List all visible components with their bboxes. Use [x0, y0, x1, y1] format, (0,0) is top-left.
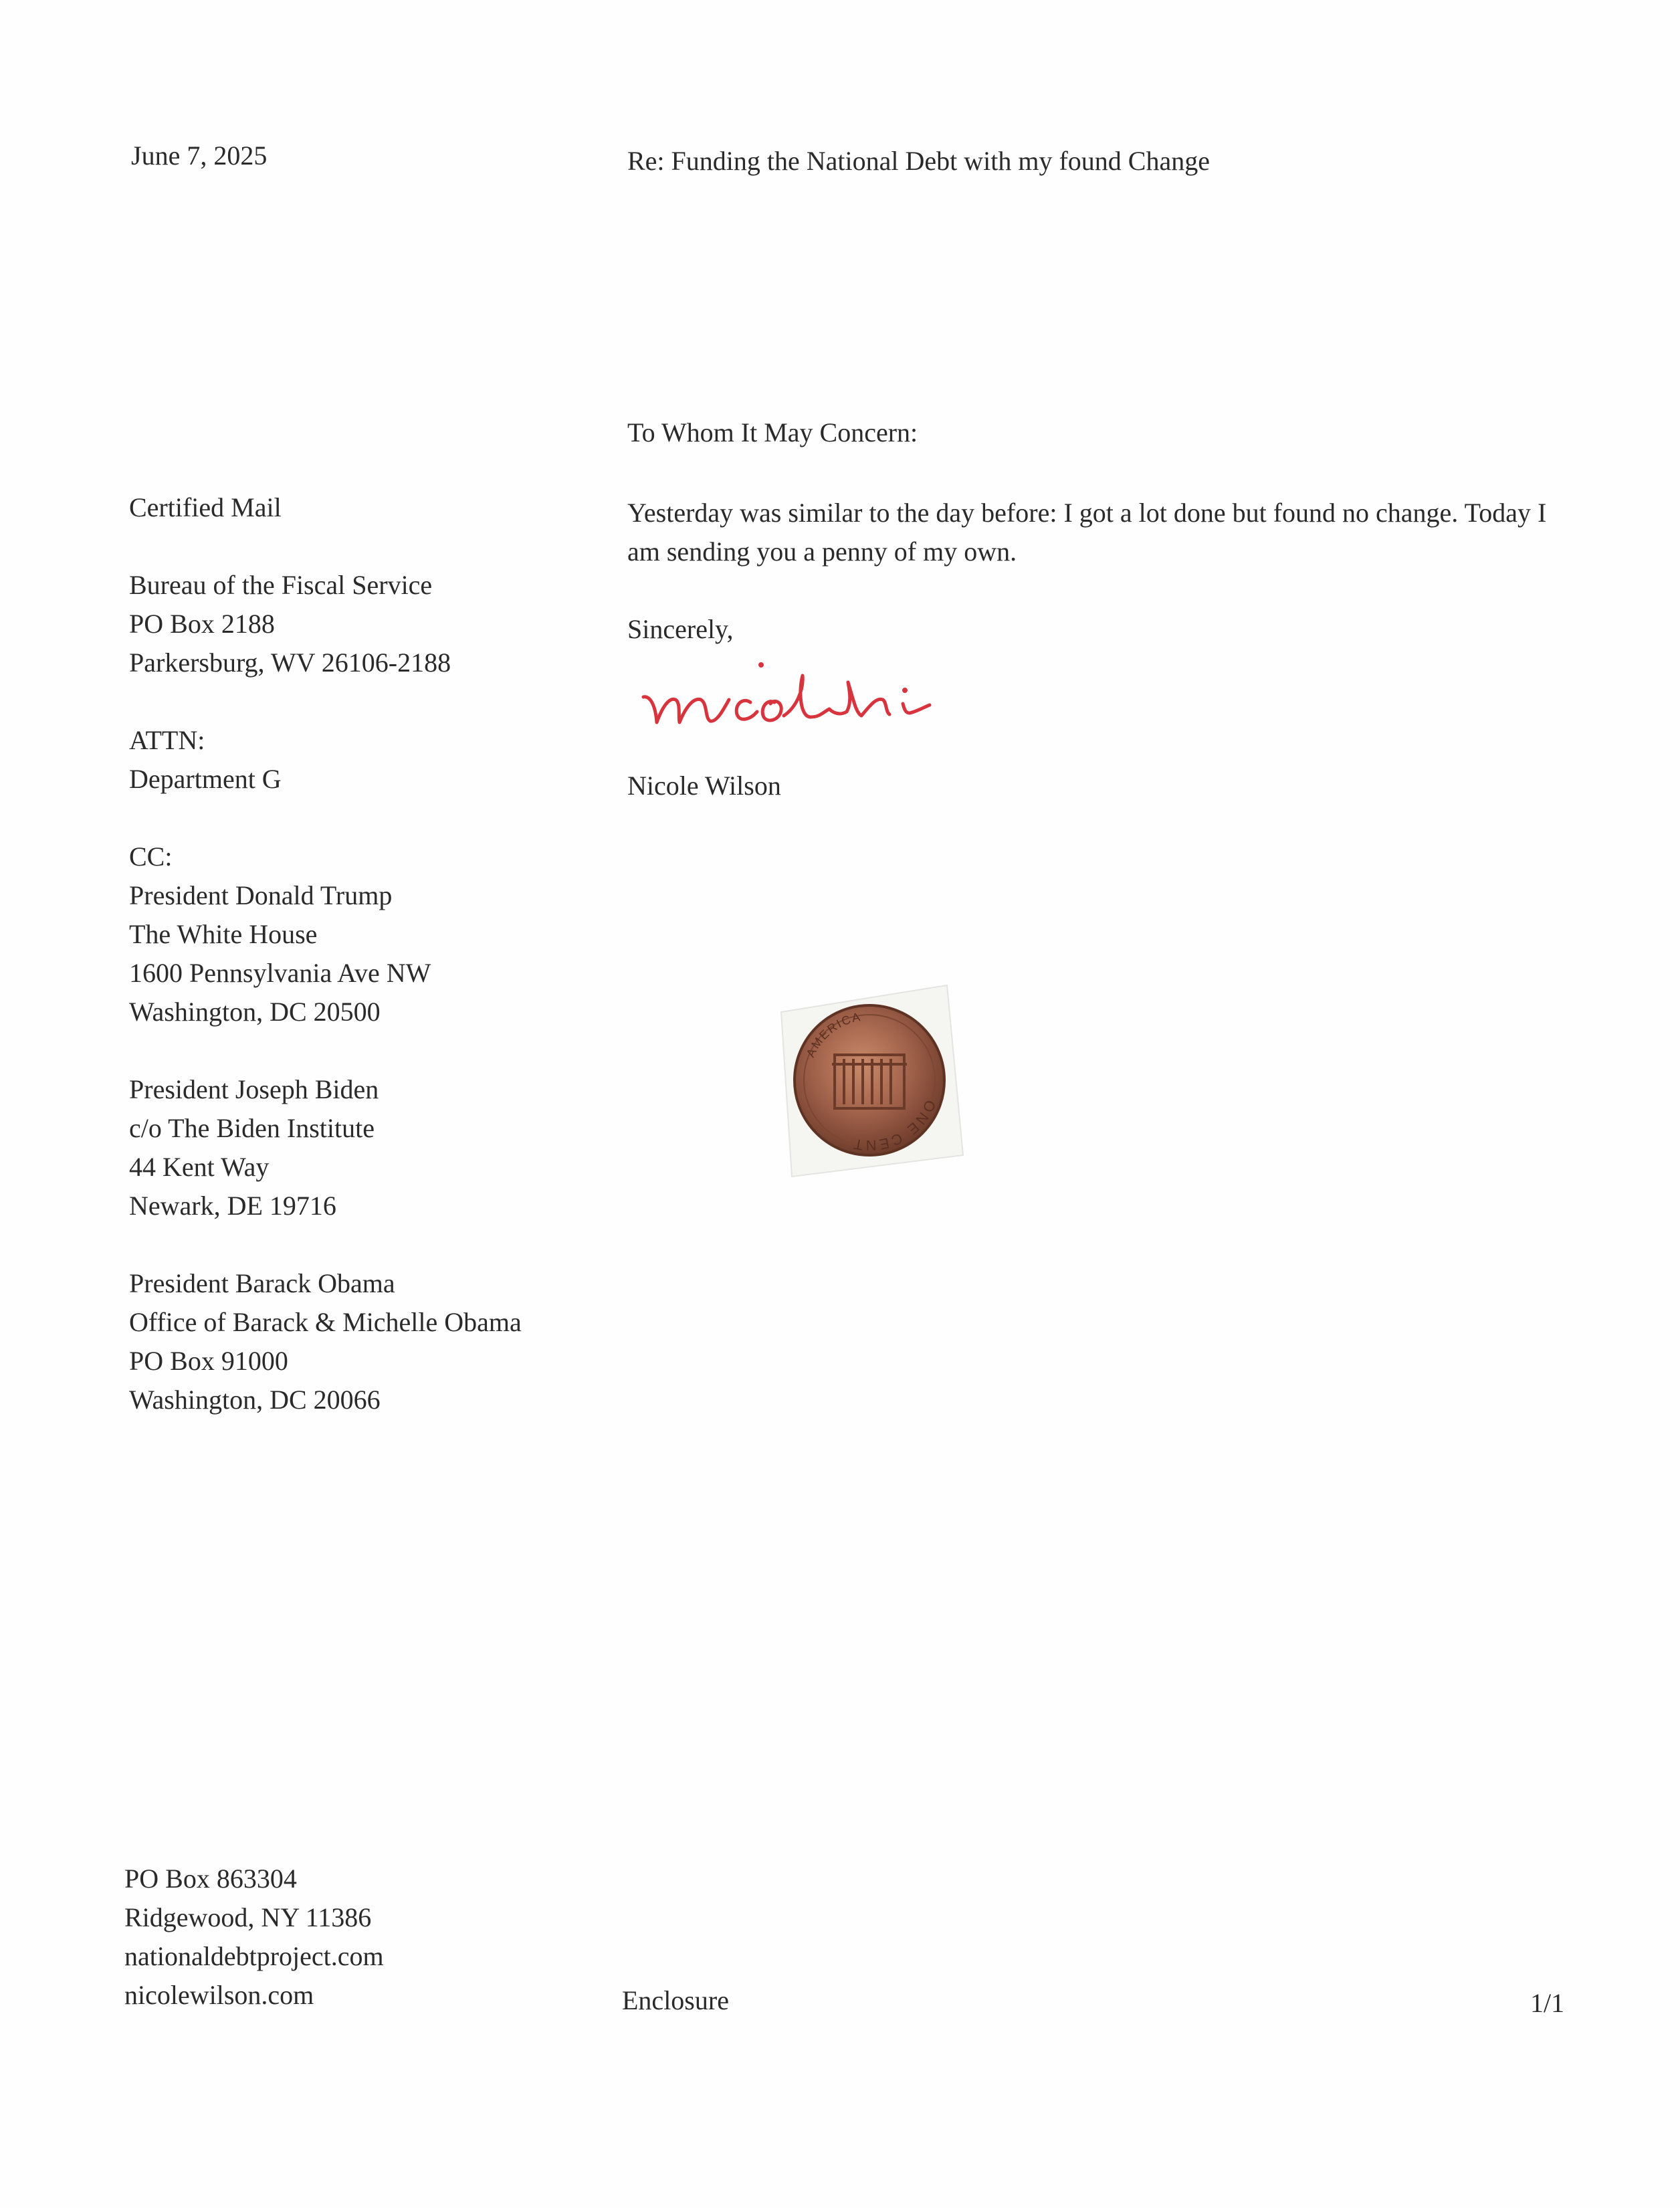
sender-address-2: Ridgewood, NY 11386: [124, 1902, 372, 1932]
cc-biden-line-1: President Joseph Biden: [129, 1074, 379, 1104]
enclosure-note: Enclosure: [622, 1985, 729, 2015]
letter-subject: Re: Funding the National Debt with my found Change: [627, 146, 1210, 176]
cc-obama-line-4: Washington, DC 20066: [129, 1385, 381, 1415]
attn-label: ATTN:: [129, 725, 205, 755]
cc-trump-line-4: Washington, DC 20500: [129, 997, 381, 1027]
sender-website-2: nicolewilson.com: [124, 1980, 314, 2010]
letter-body: Yesterday was similar to the day before: I got a lot done but found no change. Today I am sending you a penny of my own.: [627, 498, 1547, 567]
sender-address-1: PO Box 863304: [124, 1864, 297, 1894]
cc-biden-line-3: 44 Kent Way: [129, 1152, 270, 1182]
page-number: 1/1: [1530, 1988, 1565, 2018]
mail-type: Certified Mail: [129, 492, 282, 522]
cc-trump-line-3: 1600 Pennsylvania Ave NW: [129, 958, 431, 988]
cc-obama-line-1: President Barack Obama: [129, 1268, 395, 1298]
sender-website-1: nationaldebtproject.com: [124, 1941, 384, 1971]
penny-photo: [762, 980, 976, 1181]
cc-obama-line-2: Office of Barack & Michelle Obama: [129, 1307, 522, 1337]
bureau-line-2: PO Box 2188: [129, 609, 275, 639]
penny-bottom-text: ONE CENT: [850, 1097, 940, 1155]
bureau-line-1: Bureau of the Fiscal Service: [129, 570, 433, 600]
sender-block: [124, 1860, 384, 2015]
salutation: To Whom It May Concern:: [627, 417, 918, 447]
penny-coin: [795, 1005, 944, 1155]
cc-label: CC:: [129, 841, 173, 872]
cc-biden-line-2: c/o The Biden Institute: [129, 1113, 375, 1143]
cc-biden-line-4: Newark, DE 19716: [129, 1191, 336, 1221]
signer-name: Nicole Wilson: [627, 771, 781, 801]
recipient-block: [129, 488, 522, 1419]
handwritten-signature: [635, 656, 950, 732]
letter-date: June 7, 2025: [131, 140, 268, 171]
cc-obama-line-3: PO Box 91000: [129, 1346, 288, 1376]
penny-top-text: AMERICA: [803, 1009, 863, 1060]
cc-trump-line-1: President Donald Trump: [129, 880, 393, 910]
closing: Sincerely,: [627, 614, 734, 644]
attn-value: Department G: [129, 764, 282, 794]
bureau-line-3: Parkersburg, WV 26106-2188: [129, 647, 451, 678]
cc-trump-line-2: The White House: [129, 919, 318, 949]
